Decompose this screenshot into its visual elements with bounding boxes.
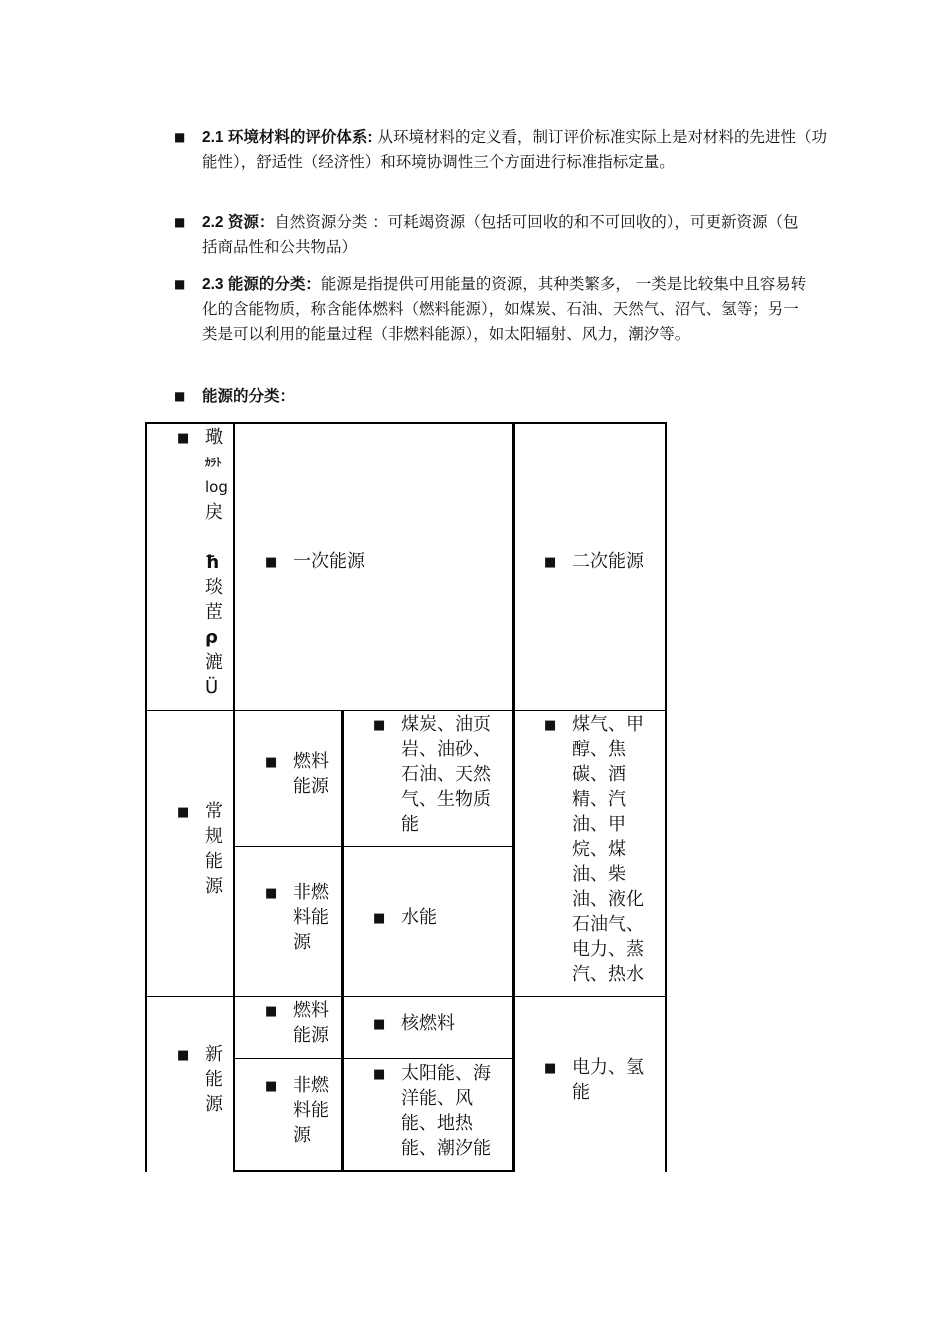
bullet-icon: ■	[265, 755, 278, 770]
new-fuel-items	[373, 1011, 509, 1036]
items-text: 太阳能、海洋能、风能、地热能、潮汐能	[401, 1063, 491, 1159]
fuel-label-text: 燃料能源	[293, 1000, 329, 1046]
paragraph-resources	[174, 210, 814, 260]
paragraph-lead: 能源的分类：	[202, 388, 296, 405]
bullet-icon: ■	[265, 555, 278, 570]
table-divider-col2	[341, 710, 344, 1172]
garbled-glyph: ħ	[205, 552, 220, 573]
bullet-icon: ■	[544, 555, 557, 570]
new-fuel-label	[265, 998, 341, 1048]
bullet-icon: ■	[174, 389, 186, 403]
table-border-bottom	[233, 1170, 515, 1172]
energy-classification-table	[145, 422, 667, 1172]
garbled-glyph: 茞	[205, 602, 223, 623]
paragraph-table-heading	[174, 384, 574, 409]
paragraph-lead: 2.3 能源的分类：	[202, 276, 321, 293]
new-nonfuel-items	[373, 1061, 509, 1161]
paragraph-text: 从环境材料的定义看，制订评价标准实际上是对材料的先进性（功能性），舒适性（经济性）和环境协调性三个方面进行标准指标定量。	[202, 128, 827, 171]
row-label-text: 常规能源	[205, 801, 223, 897]
bullet-icon: ■	[265, 1079, 278, 1094]
bullet-icon: ■	[174, 215, 186, 229]
new-nonfuel-label	[265, 1073, 341, 1148]
conv-fuel-label	[265, 749, 341, 799]
conv-nonfuel-items	[373, 905, 509, 930]
garbled-glyph: 戾	[205, 502, 223, 523]
table-border-left	[145, 422, 147, 1172]
header-secondary-energy	[544, 549, 664, 574]
garbled-glyph: ｶﾗﾄ	[205, 456, 222, 469]
table-row-divider-1	[145, 710, 667, 711]
bullet-icon: ■	[373, 911, 386, 926]
conv-fuel-items	[373, 712, 509, 837]
bullet-icon: ■	[265, 1004, 278, 1019]
fuel-label-text: 燃料能源	[293, 751, 329, 797]
bullet-icon: ■	[373, 1067, 386, 1082]
bullet-icon: ■	[373, 1017, 386, 1032]
bullet-icon: ■	[373, 718, 386, 733]
paragraph-text: 自然资源分类 ：可耗竭资源（包括可回收的和不可回收的），可更新资源（包括商品性和公共物品）	[202, 213, 799, 256]
bullet-icon: ■	[265, 886, 278, 901]
paragraph-text: 能源是指提供可用能量的资源，其种类繁多， 一类是比较集中且容易转化的含能物质，称含能体燃料（燃料能源），如煤炭、石油、天然气、沼气、氢等；另一类是可以利用的能量过程（非燃料能源），如太阳辐射、风力，潮汐等。	[202, 275, 807, 343]
row-label-text: 新能源	[205, 1044, 223, 1115]
table-row-divider-3	[145, 996, 667, 997]
bullet-icon: ■	[544, 718, 557, 733]
header-secondary-label: 二次能源	[572, 551, 644, 572]
header-primary-energy	[265, 549, 465, 574]
nonfuel-label-text: 非燃料能源	[293, 1075, 329, 1146]
table-divider-col3	[512, 422, 515, 1172]
header-primary-label: 一次能源	[293, 551, 365, 572]
items-text: 煤炭、油页岩、油砂、石油、天然气、生物质能	[401, 714, 491, 835]
bullet-icon: ■	[174, 277, 186, 291]
table-row-divider-2	[233, 846, 513, 847]
garbled-glyph: log	[205, 478, 228, 496]
table-border-top	[145, 422, 667, 424]
header-garbled-cell	[177, 425, 233, 700]
new-secondary-items	[544, 1055, 664, 1105]
items-text: 煤气、甲醇、焦碳、酒精、汽油、甲烷、煤油、柴油、液化石油气、电力、蒸汽、热水	[572, 714, 644, 985]
items-text: 水能	[401, 907, 437, 928]
bullet-icon: ■	[174, 130, 186, 144]
garbled-glyph: 漉	[205, 652, 223, 673]
row-label-conventional	[177, 799, 233, 899]
paragraph-energy-classification	[174, 272, 814, 347]
conv-nonfuel-label	[265, 880, 341, 955]
paragraph-lead: 2.1 环境材料的评价体系:	[202, 129, 373, 146]
table-border-right	[665, 422, 667, 1172]
row-label-new	[177, 1042, 233, 1117]
paragraph-evaluation-system	[174, 125, 834, 175]
items-text: 核燃料	[401, 1013, 455, 1034]
paragraph-lead: 2.2 资源：	[202, 214, 275, 231]
garbled-glyph	[205, 525, 229, 550]
garbled-glyph: 璥	[205, 427, 223, 448]
nonfuel-label-text: 非燃料能源	[293, 882, 329, 953]
garbled-glyph: Ü	[205, 677, 219, 698]
table-divider-col1	[233, 422, 235, 1172]
bullet-icon: ■	[177, 805, 190, 820]
bullet-icon: ■	[177, 431, 190, 446]
conv-secondary-items	[544, 712, 664, 987]
garbled-glyph: ρ	[205, 627, 218, 648]
items-text: 电力、氢能	[572, 1057, 644, 1103]
bullet-icon: ■	[544, 1061, 557, 1076]
bullet-icon: ■	[177, 1048, 190, 1063]
table-row-divider-4	[233, 1058, 513, 1059]
garbled-glyph: 琰	[205, 577, 223, 598]
